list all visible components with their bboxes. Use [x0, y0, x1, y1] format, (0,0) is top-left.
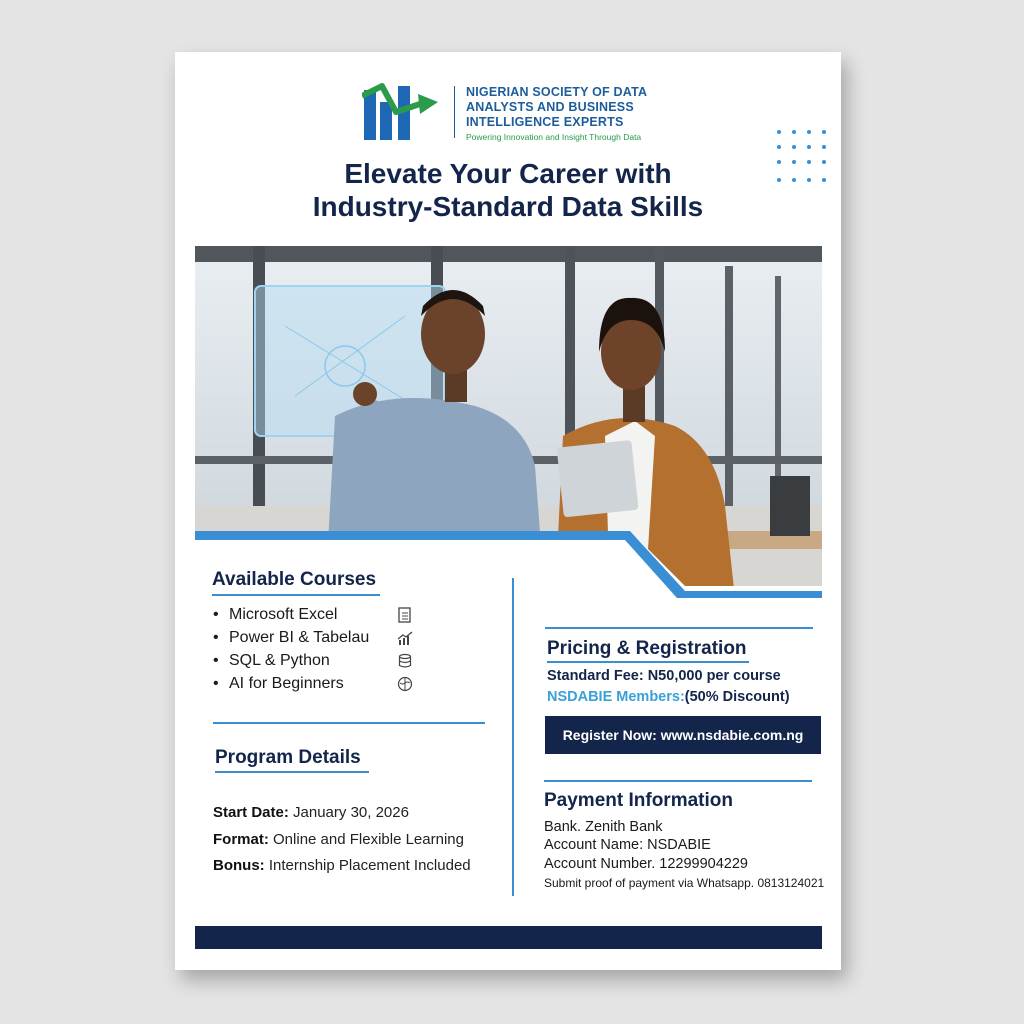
standard-fee: Standard Fee: N50,000 per course: [547, 668, 781, 684]
brain-icon: [397, 676, 413, 692]
footer-bar: [195, 926, 822, 949]
course-label: Microsoft Excel: [229, 606, 338, 623]
start-date: [213, 804, 409, 821]
pricing-heading-underline: [547, 661, 749, 663]
course-item: • SQL & Python: [213, 652, 330, 669]
payment-proof-note: Submit proof of payment via Whatsapp. 0813124021: [544, 876, 825, 890]
pricing-divider: [545, 627, 813, 629]
bank-name: Bank. Zenith Bank: [544, 819, 663, 835]
hero-photo: [195, 246, 822, 598]
bonus-value: Internship Placement Included: [268, 857, 471, 874]
chart-icon: [397, 630, 413, 646]
courses-heading-underline: [212, 594, 380, 596]
logo-tagline: Powering Innovation and Insight Through Data: [466, 132, 642, 142]
program-heading: Program Details: [215, 747, 361, 768]
start-date-label: Start Date:: [213, 804, 289, 821]
format-value: Online and Flexible Learning: [273, 831, 464, 848]
spreadsheet-icon: [397, 607, 413, 623]
bonus-label: Bonus:: [213, 857, 265, 874]
course-label: SQL & Python: [229, 652, 330, 669]
payment-heading: Payment Information: [544, 790, 733, 811]
program-heading-underline: [215, 771, 369, 773]
members-value: (50% Discount): [684, 689, 790, 705]
members-label: NSDABIE Members:: [547, 689, 685, 705]
organization-name: NIGERIAN SOCIETY OF DATA ANALYSTS AND BUSINESS INTELLIGENCE EXPERTS: [466, 85, 647, 129]
flyer: [175, 52, 841, 970]
database-icon: [397, 653, 413, 669]
courses-divider: [213, 722, 485, 724]
format: [213, 831, 464, 848]
payment-divider: [544, 780, 812, 782]
courses-heading: Available Courses: [212, 569, 377, 590]
course-label: AI for Beginners: [229, 675, 344, 692]
course-item: • AI for Beginners: [213, 675, 344, 692]
chart-logo-icon: [362, 82, 442, 142]
start-date-value: January 30, 2026: [293, 804, 409, 821]
title-line-1: Elevate Your Career with: [344, 158, 672, 189]
register-button[interactable]: Register Now: www.nsdabie.com.ng: [545, 716, 821, 754]
course-label: Power BI & Tabelau: [229, 629, 370, 646]
pricing-heading: Pricing & Registration: [547, 638, 747, 659]
logo-divider: [454, 86, 455, 138]
account-number: Account Number. 12299904229: [544, 856, 748, 872]
account-name: Account Name: NSDABIE: [544, 837, 711, 853]
format-label: Format:: [213, 831, 269, 848]
members-discount: [547, 689, 790, 705]
column-divider: [512, 578, 514, 896]
course-item: • Microsoft Excel: [213, 606, 338, 623]
title-line-2: Industry-Standard Data Skills: [312, 191, 704, 222]
bonus: [213, 857, 471, 874]
course-item: • Power BI & Tabelau: [213, 629, 370, 646]
